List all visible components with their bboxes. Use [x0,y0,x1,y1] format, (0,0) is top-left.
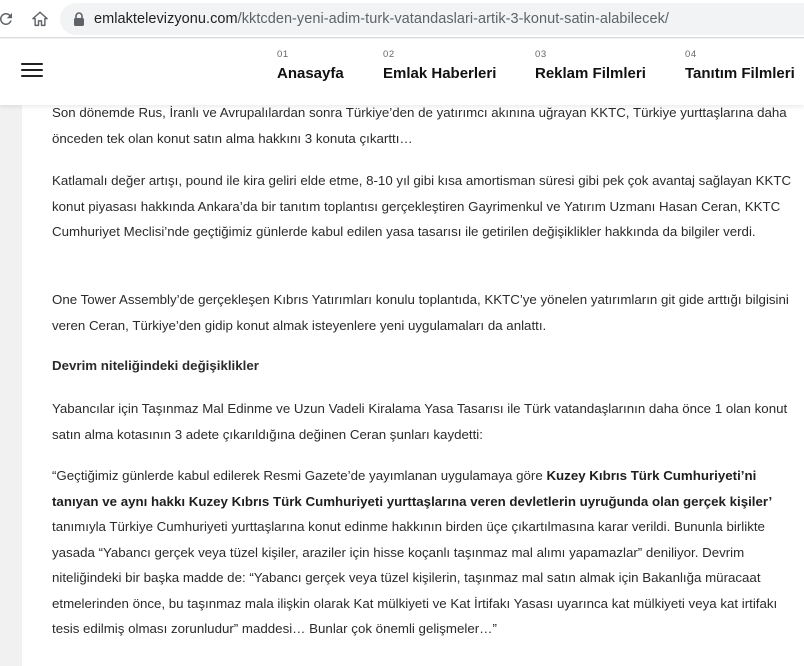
quote-start: “Geçtiğimiz günlerde kabul edilerek Resmi Gazete’de yayımlanan uygulamaya göre [52,468,547,483]
url-text [94,10,669,28]
article-body [22,105,804,666]
nav-item-label: Anasayfa [277,65,344,82]
site-header [0,39,804,105]
home-icon [31,10,49,28]
section-subheading: Devrim niteliğindeki değişiklikler [52,358,259,373]
nav-item-label: Tanıtım Filmleri [685,65,795,82]
paragraph-one-tower: One Tower Assembly’de gerçekleşen Kıbrıs Yatırımları konulu toplantıda, KKTC’ye yönelen yatırımların git gide arttığı bilgisini veren Ceran, Türkiye’den gidip konut almak isteyenlere yeni uygulamaları da anlattı. [52,292,789,333]
nav-item-emlak-haberleri[interactable] [383,49,496,84]
nav-item-number: 02 [383,49,395,60]
paragraph-ceran-meeting: Katlamalı değer artışı, pound ile kira geliri elde etme, 8-10 yıl gibi kısa amortisman süresi gibi pek çok avantaj sağlayan KKTC konut piyasası hakkında Ankara’da bir tanıtım toplantısı gerçekleştiren Gayrimenkul ve Yatırım Uzmanı Hasan Ceran, KKTC Cumhuriyet Meclisi’nde geçtiğimiz günlerde kabul edilen yasa tasarısı ile getirilen değişiklikler hakkında da bilgiler verdi. [52,173,792,239]
quote-bold: Kuzey Kıbrıs Türk Cumhuriyeti’ni tanıyan ve aynı hakkı Kuzey Kıbrıs Türk Cumhuriyeti yurttaşlarına veren devletlerin uyruğunda olan gerçek kişiler’ [52,468,773,509]
reload-button[interactable] [0,7,18,31]
nav-item-label: Reklam Filmleri [535,65,646,82]
nav-item-anasayfa[interactable] [277,49,344,84]
browser-toolbar [0,0,804,38]
reload-icon [0,10,15,28]
lock-icon [72,11,86,27]
nav-item-tanitim-filmleri[interactable] [685,49,795,84]
nav-item-number: 01 [277,49,289,60]
url-host: emlaktelevizyonu.com [94,11,238,27]
hamburger-menu-icon[interactable] [21,63,43,79]
home-button[interactable] [28,7,52,31]
nav-item-number: 03 [535,49,547,60]
paragraph-quota: Yabancılar için Taşınmaz Mal Edinme ve Uzun Vadeli Kiralama Yasa Tasarısı ile Türk vatandaşlarının daha önce 1 olan konut satın alma kotasının 3 adete çıkarıldığına değinen Ceran şunları kaydetti: [52,401,788,442]
nav-item-number: 04 [685,49,697,60]
url-path: /kktcden-yeni-adim-turk-vatandaslari-artik-3-konut-satin-alabilecek/ [237,11,669,27]
address-bar[interactable] [60,3,804,35]
paragraph-intro: Son dönemde Rus, İranlı ve Avrupalılardan sonra Türkiye’den de yatırımcı akınına uğrayan KKTC, Türkiye yurttaşlarına daha önceden tek olan konut satın alma hakkını 3 konuta çıkarttı… [52,105,787,146]
paragraph-quote [52,463,792,642]
quote-end: tanımıyla Türkiye Cumhuriyeti yurttaşlarına konut edinme hakkının birden üçe çıkartılmasına karar verildi. Bununla birlikte yasada “Yabancı gerçek veya tüzel kişiler, araziler için hisse koçanlı taşınmaz mal alımı yapamazlar” deniliyor. Devrim niteliğindeki bir başka madde de: “Yabancı gerçek veya tüzel kişilerin, taşınmaz mal satın almak için Bakanlığa müracaat etmelerinden önce, bu taşınmaz mala ilişkin olarak Kat mülkiyeti ve Kat İrtifakı Yasası uyarınca kat mülkiyeti veya kat irtifakı tesis edilmiş olması zorunludur” maddesi… Bunlar çok önemli gelişmeler…” [52,519,778,636]
nav-item-reklam-filmleri[interactable] [535,49,646,84]
nav-item-label: Emlak Haberleri [383,65,497,82]
